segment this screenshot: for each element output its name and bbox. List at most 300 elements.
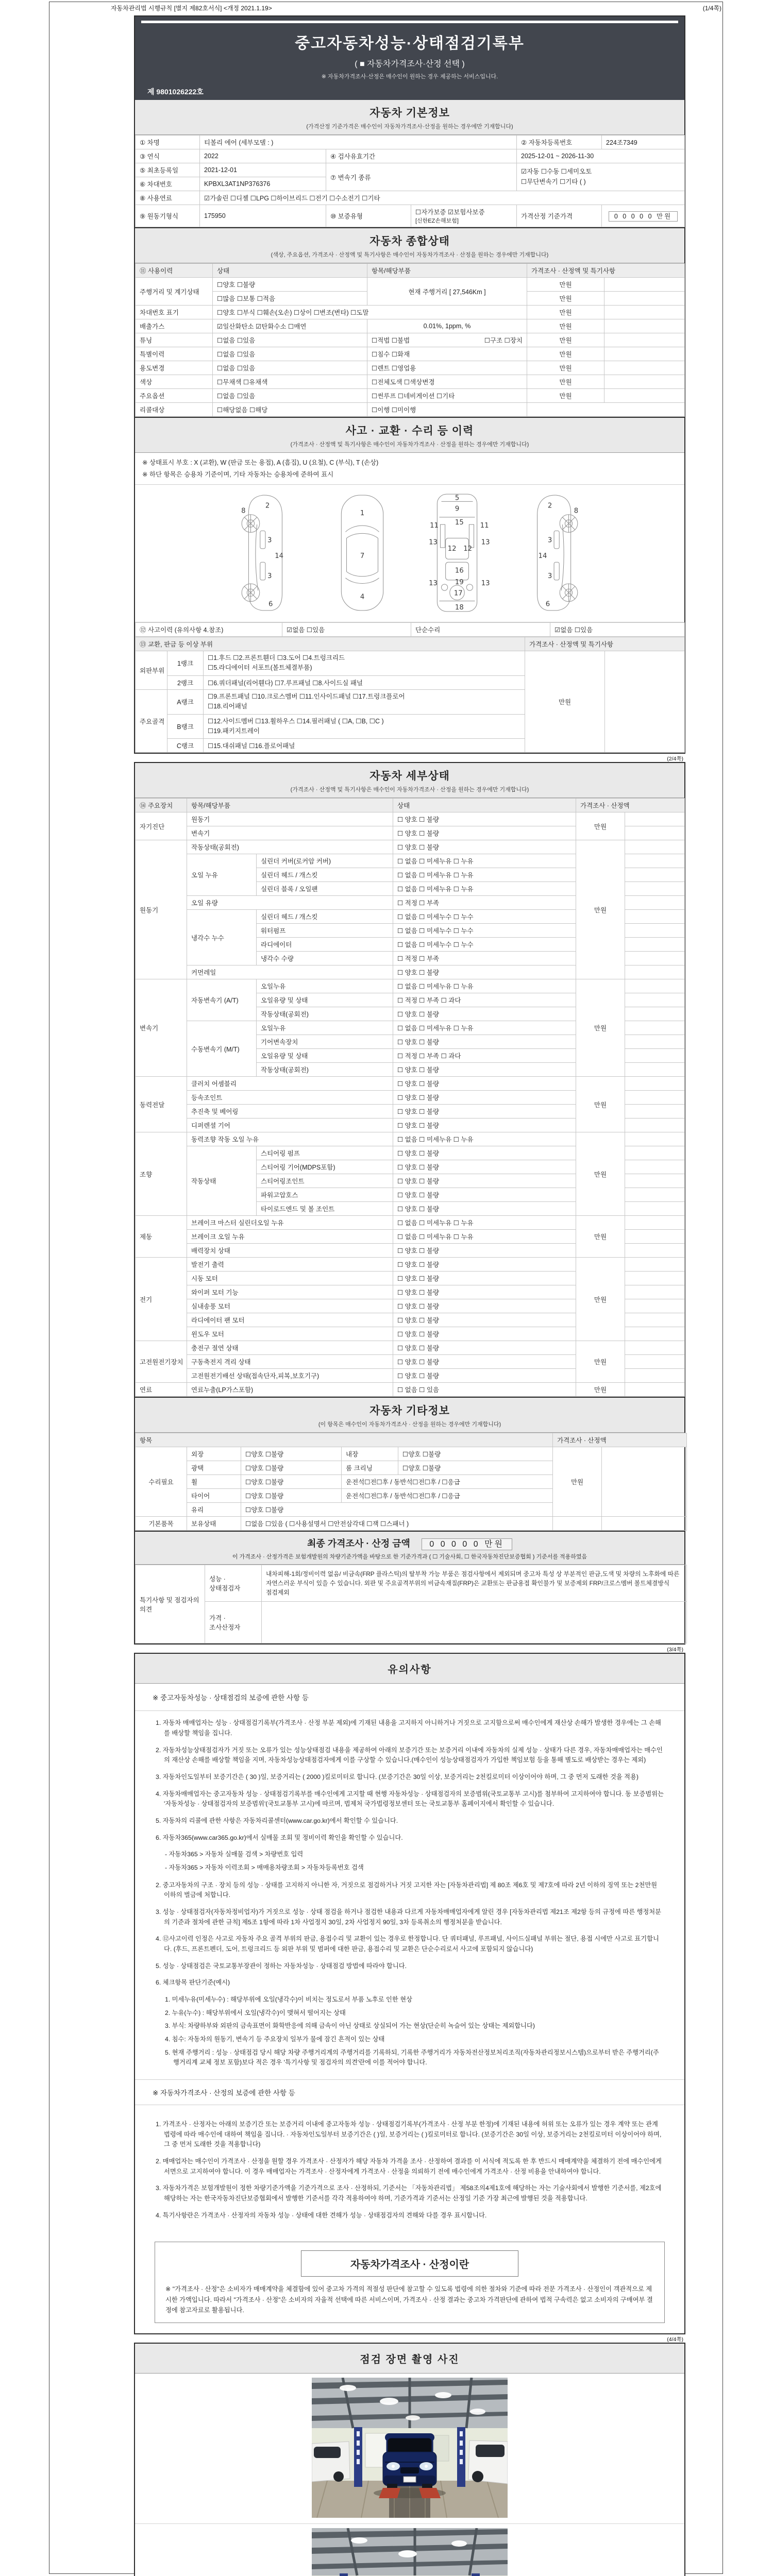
table-row — [136, 1602, 687, 1643]
title-note: ※ 자동차가격조사·산정은 매수인이 원하는 경우 제공하는 서비스입니다. — [321, 74, 498, 80]
checkbox-group[interactable]: ☐양호 ☐불량 — [241, 1489, 342, 1503]
price-survey-select[interactable]: ( ■ 자동차가격조사·산정 선택 ) — [355, 60, 465, 69]
table-row — [136, 333, 685, 347]
panel-rank-table — [135, 637, 685, 753]
col-price: 가격조사 · 산정액 — [576, 799, 685, 812]
opinion-table — [135, 1565, 687, 1643]
checkbox-group[interactable]: ☐ 없음 ☐ 미세누유 ☐ 누유 — [393, 868, 576, 882]
item-label: 오일 유량 — [187, 896, 393, 910]
table-row — [136, 347, 685, 361]
simple-repair-checkbox-group[interactable]: ☑없음 ☐있음 — [550, 623, 685, 637]
checkbox-group[interactable]: ☐ 양호 ☐ 불량 — [393, 1355, 576, 1369]
checkbox-group[interactable]: ☐ 양호 ☐ 불량 — [393, 812, 576, 826]
checkbox-group[interactable]: ☐ 양호 ☐ 불량 — [393, 1077, 576, 1091]
checkbox-group[interactable]: ☐양호 ☐불량 — [398, 1461, 553, 1475]
checkbox-group[interactable]: ☐ 양호 ☐ 불량 — [393, 1244, 576, 1258]
rank1-items-1[interactable]: ☐1.후드 ☐2.프론트휀더 ☐3.도어 ☐4.트렁크리드 — [208, 654, 345, 662]
note-cell — [625, 840, 685, 854]
item-label: 오일유량 및 상태 — [257, 993, 393, 1007]
field-label: ⑩ 보증유형 — [326, 205, 411, 227]
table-row — [136, 191, 685, 205]
checkbox-group[interactable]: ☐ 적정 ☐ 부족 — [393, 896, 576, 910]
item-label: 윈도우 모터 — [187, 1327, 393, 1341]
panel-number: 12 — [463, 545, 473, 553]
table-row — [136, 1517, 687, 1531]
note-cell — [604, 292, 685, 306]
item-label: 오일누유 — [257, 979, 393, 993]
price-cell: 만원 — [576, 840, 625, 979]
col-item-part: 항목/해당부품 — [187, 799, 393, 812]
table-row — [136, 623, 685, 637]
tuning-legal-options[interactable]: ☐적법 ☐불법 — [372, 337, 410, 344]
note-cell — [604, 375, 685, 389]
car-side-left-diagram — [229, 490, 306, 616]
checkbox-group[interactable]: ☐ 없음 ☐ 미세누수 ☐ 누수 — [393, 924, 576, 938]
checkbox-group[interactable]: ☐ 없음 ☐ 미세누유 ☐ 누유 — [393, 979, 576, 993]
checkbox-group[interactable]: ☐ 적정 ☐ 부족 ☐ 과다 — [393, 993, 576, 1007]
detail-row — [136, 1383, 685, 1397]
rank-label: 1랭크 — [167, 651, 204, 676]
fuel-checkbox-group[interactable]: ☑가솔린 ☐디젤 ☐LPG ☐하이브리드 ☐전기 ☐수소전기 ☐기타 — [200, 191, 685, 205]
notice-item: 2. 매매업자는 매수인이 가격조사 · 산정을 원할 경우 가격조사 · 산정자가 해당 자동차 가격을 조사 · 산정하여 결과를 이 서식에 적도록 한 후 반드시 매매계약을 체결하기 전에 매수인에게 서면으로 고지하여야 합니다. 이 경우 매매업자는 가격조사 · 산정자에게 가격조사 · 산정을 의뢰하기 전에 매수인에게 가격조사 · 산정 비용을 안내하여야 합니다. — [156, 2158, 662, 2175]
notice-item: 5. 자동차의 리콜에 관한 사항은 자동차리콜센터(www.car.go.kr)에서 확인할 수 있습니다. — [156, 1817, 398, 1824]
checkbox-group[interactable]: ☐ 양호 ☐ 불량 — [393, 1299, 576, 1313]
accident-history-label: ⑫ 사고이력 (유의사항 4.참조) — [136, 623, 282, 637]
checkbox-group[interactable]: ☐ 양호 ☐ 불량 — [393, 1313, 576, 1327]
row-label: 특별이력 — [136, 347, 213, 361]
notice-item: 3. 성능 · 상태점검자(자동차정비업자)가 거짓으로 성능 · 상태 점검을 하거나 점검한 내용과 다르게 자동차매매업자에게 알린 경우 [자동차관리법 제21조 제2항 등의 규정에 따른 행정처분의 기준과 절차에 관한 규칙] 제5조 1항에 따라 1차 사업정지 30일, 2차 사업정지 90일, 3차 등록취소의 행정처분을 받습니다. — [156, 1908, 662, 1926]
note-cell — [625, 1285, 685, 1299]
basic-items-checkbox-group[interactable]: ☐없음 ☐있음 ( ☐사용설명서 ☐안전삼각대 ☐잭 ☐스패너 ) — [241, 1517, 553, 1531]
car-underbody-diagram — [418, 490, 496, 616]
rankA-items-2[interactable]: ☐18.리어패널 — [208, 703, 247, 710]
device-label: 고전원전기장치 — [136, 1341, 187, 1383]
item-label: 라디에이터 — [257, 938, 393, 952]
note-cell — [625, 1035, 685, 1049]
price-cell: 만원 — [576, 1132, 625, 1216]
row-label: 보유상태 — [187, 1517, 241, 1531]
panel-number: 17 — [453, 589, 463, 598]
item-label: 고전원전기배선 상태(접속단자,피복,보호기구) — [187, 1369, 393, 1383]
note-cell — [625, 1049, 685, 1063]
device-label: 동력전달 — [136, 1077, 187, 1132]
item-label: 실린더 블록 / 오일팬 — [257, 882, 393, 896]
checkbox-group[interactable]: ☐ 없음 ☐ 미세누유 ☐ 누유 — [393, 854, 576, 868]
note-cell — [625, 965, 685, 979]
checkbox-group[interactable] — [204, 651, 525, 676]
checkbox-group[interactable]: ☐15.대쉬패널 ☐16.플로어패널 — [204, 739, 525, 753]
notice-subitem: 5. 현재 주행거리 : 성능 · 상태점검 당시 해당 차량 주행거리계의 주행거리를 기록하되, 기록한 주행거리가 자동차전산정보처리조직(자동차관리정보시스템)으로부터 받은 주행거리(주행거리계 교체 정보 포함)보다 적은 경우 '특기사항 및 점검자의 의견'란에 이를 적어야 합니다. — [165, 2048, 659, 2066]
detail-title: 자동차 세부상태 — [369, 770, 450, 783]
checkbox-group[interactable]: ☐양호 ☐불량 — [241, 1503, 553, 1517]
checkbox-group[interactable]: ☐ 양호 ☐ 불량 — [393, 1285, 576, 1299]
note-cell — [604, 306, 685, 319]
note-cell — [604, 333, 685, 347]
rankA-items-1[interactable]: ☐9.프론트패널 ☐10.크로스멤버 ☐11.인사이드패널 ☐17.트렁크플로어 — [208, 692, 405, 700]
checkbox-group[interactable]: ☐ 적정 ☐ 부족 ☐ 과다 — [393, 1049, 576, 1063]
note-cell — [625, 924, 685, 938]
accident-checkbox-group[interactable]: ☑없음 ☐있음 — [282, 623, 411, 637]
note-cell — [625, 1160, 685, 1174]
note-cell — [625, 1118, 685, 1132]
base-price-digits: 0 0 0 0 0 만원 — [609, 211, 678, 222]
notice-section1-title: ※ 중고자동차성능 · 상태점검의 보증에 관한 사항 등 — [135, 1684, 684, 1711]
note-cell — [602, 1517, 687, 1531]
panel-number: 6 — [268, 600, 273, 608]
rank1-items-2[interactable]: ☐5.라디에이터 서포트(볼트체결부품) — [208, 664, 312, 672]
tire-position-checkbox-group[interactable]: 운전석☐전☐후 / 동반석☐전☐후 / ☐응급 — [342, 1489, 553, 1503]
note-cell — [625, 1244, 685, 1258]
checkbox-group[interactable]: ☐양호 ☐부식 ☐훼손(오손) ☐상이 ☐변조(변타) ☐도말 — [213, 306, 527, 319]
checkbox-group[interactable]: ☐ 없음 ☐ 미세누유 ☐ 누유 — [393, 1230, 576, 1244]
price-cell: 만원 — [576, 1341, 625, 1383]
price-survey-definition-title: 자동차가격조사 · 산정이란 — [301, 2250, 518, 2277]
col-item: 항목/해당부품 — [367, 264, 527, 278]
item-label: 작동상태(공회전) — [257, 1007, 393, 1021]
checkbox-group[interactable]: ☐6.쿼더패널(리어휀다) ☐7.루프패널 ☐8.사이드실 패널 — [204, 675, 525, 689]
rankB-items-2[interactable]: ☐19.패키지트레이 — [208, 727, 260, 735]
detail-row — [136, 812, 685, 826]
checkbox-group[interactable]: ☐ 양호 ☐ 불량 — [393, 1035, 576, 1049]
note-cell — [625, 1258, 685, 1272]
checkbox-group[interactable]: ☐양호 ☐불량 — [241, 1475, 342, 1489]
report-document — [134, 15, 685, 2576]
device-label: 조향 — [136, 1132, 187, 1216]
car-damage-diagram — [135, 485, 684, 622]
note-cell — [625, 1299, 685, 1313]
checkbox-group[interactable]: ☐ 양호 ☐ 불량 — [393, 1202, 576, 1216]
notice-item: 6. 체크항목 판단기준(예시) — [156, 1979, 230, 1987]
row-label: 유리 — [187, 1503, 241, 1517]
checkbox-group[interactable]: ☐양호 ☐불량 — [213, 278, 367, 292]
checkbox-group[interactable]: ☐많음 ☐보통 ☐적음 — [213, 292, 367, 306]
comprehensive-subtitle: (색상, 주요옵션, 가격조사 · 산정액 및 특기사항은 매수인이 자동차가격조사 · 산정을 원하는 경우에만 기재합니다) — [271, 252, 549, 258]
checkbox-group[interactable]: ☐ 양호 ☐ 불량 — [393, 1146, 576, 1160]
price-survey-definition-box — [155, 2242, 665, 2323]
checkbox-group[interactable]: ☐ 양호 ☐ 불량 — [393, 965, 576, 979]
note-cell — [625, 1174, 685, 1188]
note-cell — [604, 347, 685, 361]
checkbox-group[interactable]: ☐ 양호 ☐ 불량 — [393, 1341, 576, 1355]
panel-number: 14 — [275, 552, 284, 561]
checkbox-group[interactable] — [367, 333, 527, 347]
note-cell — [625, 1341, 685, 1355]
table-header-row — [136, 637, 685, 651]
table-row — [136, 149, 685, 163]
legend-note: ※ 하단 항목은 승용차 기준이며, 기타 자동차는 승용차에 준하여 표시 — [142, 470, 334, 478]
document-number: 제 9801026222호 — [147, 88, 204, 96]
transmission-options-2[interactable]: ☐무단변속기 ☐기타 ( ) — [521, 178, 586, 185]
item-label: 커먼레일 — [187, 965, 393, 979]
car-top-diagram — [324, 490, 401, 616]
item-label: 실린더 헤드 / 개스킷 — [257, 910, 393, 924]
detail-header — [135, 763, 684, 798]
checkbox-group[interactable]: ☐ 없음 ☐ 미세누수 ☐ 누수 — [393, 910, 576, 924]
row-label: 내장 — [342, 1447, 398, 1461]
col-price: 가격조사 · 산정액 — [553, 1433, 687, 1447]
checkbox-group[interactable]: ☐ 없음 ☐ 미세누유 ☐ 누유 — [393, 1021, 576, 1035]
photo-rear-wrap — [135, 2524, 684, 2576]
notice-subitem: 3. 부식: 차량하부와 외판의 금속표면이 화학반응에 의해 금속이 아닌 상태로 상실되어 가는 현상(단순히 녹슬어 있는 상태는 제외합니다) — [165, 2022, 535, 2030]
page-marker-1: (1/4쪽) — [702, 5, 721, 12]
panel-number: 13 — [429, 580, 438, 588]
device-label: 변속기 — [136, 979, 187, 1077]
item-label: 클러치 어셈블리 — [187, 1077, 393, 1091]
panel-number: 1 — [360, 509, 365, 517]
price-cell: 만원 — [527, 306, 604, 319]
notice-block — [134, 1653, 685, 2334]
note-cell — [625, 868, 685, 882]
notice-item: 4. 특기사항란은 가격조사 · 산정자의 자동차 성능 · 상태에 대한 견해가 성능 · 상태점검자의 견해와 다를 경우 표시합니다. — [156, 2211, 487, 2219]
checkbox-group[interactable]: ☐ 양호 ☐ 불량 — [393, 1272, 576, 1285]
tuning-type-options[interactable]: ☐구조 ☐장치 — [484, 337, 523, 344]
inspector-label: 성능 · 상태점검자 — [205, 1565, 262, 1602]
note-cell — [625, 938, 685, 952]
note-cell — [605, 651, 685, 753]
device-label: 제동 — [136, 1216, 187, 1258]
basic-info-subtitle: (가격산정 기준가격은 매수인이 자동차가격조사·산정을 원하는 경우에만 기재합니다) — [306, 124, 513, 130]
checkbox-group[interactable] — [204, 689, 525, 714]
item-label: 스티어링조인트 — [257, 1174, 393, 1188]
item-label: 실내송풍 모터 — [187, 1299, 393, 1313]
price-cell: 만원 — [527, 319, 604, 333]
item-group-label: 냉각수 누수 — [187, 910, 257, 965]
item-group-label: 작동상태 — [187, 1146, 257, 1216]
panel-number: 8 — [574, 507, 579, 515]
note-cell — [625, 1132, 685, 1146]
note-cell — [625, 1313, 685, 1327]
checkbox-group[interactable]: ☐양호 ☐불량 — [241, 1447, 342, 1461]
checkbox-group[interactable]: ☐없음 ☐있음 — [213, 389, 367, 403]
note-cell — [625, 1369, 685, 1383]
col-item: 항목 — [136, 1433, 553, 1447]
outer-panel-label: 외판부위 — [136, 651, 167, 690]
etc-table — [135, 1433, 687, 1531]
price-cell: 만원 — [527, 375, 604, 389]
note-cell — [625, 1188, 685, 1202]
status-legend — [135, 453, 684, 485]
model-year-value: 2022 — [200, 149, 326, 163]
wheel-position-checkbox-group[interactable]: 운전석☐전☐후 / 동반석☐전☐후 / ☐응급 — [342, 1475, 553, 1489]
checkbox-group[interactable]: ☐ 없음 ☐ 있음 — [393, 1383, 576, 1397]
checkbox-group[interactable]: ☑일산화탄소 ☑탄화수소 ☐매연 — [213, 319, 367, 333]
checkbox-group[interactable]: ☐ 양호 ☐ 불량 — [393, 840, 576, 854]
table-row — [136, 1447, 687, 1461]
field-label: 가격산정 기준가격 — [517, 205, 602, 227]
checkbox-group[interactable]: ☐렌트 ☐영업용 — [367, 361, 527, 375]
top-line — [111, 4, 721, 12]
checkbox-group[interactable]: ☐ 양호 ☐ 불량 — [393, 826, 576, 840]
checkbox-group[interactable]: ☐ 양호 ☐ 불량 — [393, 1007, 576, 1021]
row-label: 룸 크리닝 — [342, 1461, 398, 1475]
checkbox-group[interactable]: ☐양호 ☐불량 — [241, 1461, 342, 1475]
notice-section3-title: ※ 자동차가격조사 · 산정의 보증에 관한 사항 등 — [135, 2079, 684, 2105]
item-label: 동력조향 작동 오일 누유 — [187, 1132, 393, 1146]
checkbox-group[interactable]: ☐ 양호 ☐ 불량 — [393, 1174, 576, 1188]
table-header-row — [136, 264, 685, 278]
note-cell — [625, 1202, 685, 1216]
detail-row — [136, 1341, 685, 1355]
transmission-checkbox-group[interactable] — [517, 163, 685, 191]
notice-subitem: 4. 침수: 자동차의 원동기, 변속기 등 주요장치 일부가 물에 잠긴 흔적이 있는 상태 — [165, 2036, 385, 2043]
checkbox-group[interactable]: ☐ 없음 ☐ 미세누유 ☐ 누유 — [393, 1216, 576, 1230]
vin-value: KPBXL3AT1NP376376 — [200, 177, 326, 191]
note-cell — [625, 896, 685, 910]
item-label: 브레이크 마스터 실린더오일 누유 — [187, 1216, 393, 1230]
simple-repair-label: 단순수리 — [411, 623, 550, 637]
notice-subitem: - 자동차365 > 자동차 실매물 검색 > 차량번호 입력 — [165, 1851, 304, 1858]
panel-number: 19 — [455, 579, 464, 586]
first-reg-date-value: 2021-12-01 — [200, 163, 326, 177]
notice-item: 3. 자동차가격은 보험개발원이 정한 차량기준가액을 기준가격으로 조사 · 산정하되, 기준서는 「자동차관리법」 제58조의4제1호에 해당하는 자는 기술사회에서 발행한 기준서를, 제2호에 해당하는 자는 한국자동차진단보증협회에서 발행한 기준서를 각각 적용하여야 하며, 기준가격과 기준서는 산정일 기준 가장 최근에 발행된 것을 적용합니다. — [156, 2184, 662, 2202]
checkbox-group[interactable]: ☐ 양호 ☐ 불량 — [393, 1091, 576, 1105]
table-row — [136, 163, 685, 177]
panel-number: 18 — [455, 603, 464, 612]
warranty-checkbox-group[interactable] — [411, 205, 517, 227]
page2-block — [134, 762, 685, 1645]
detail-row — [136, 1216, 685, 1230]
etc-header — [135, 1397, 684, 1433]
etc-title: 자동차 기타정보 — [369, 1405, 450, 1417]
table-row — [136, 651, 685, 676]
col-usage-history: ⑪ 사용이력 — [136, 264, 213, 278]
note-cell — [625, 1383, 685, 1397]
note-cell — [625, 1146, 685, 1160]
item-label: 구동축전지 격리 상태 — [187, 1355, 393, 1369]
checkbox-group[interactable]: ☐ 양호 ☐ 불량 — [393, 1369, 576, 1383]
table-row — [136, 306, 685, 319]
notice-item: 5. 성능 · 상태점검은 국토교통부장관이 정하는 자동차성능 · 상태점검 방법에 따라야 합니다. — [156, 1962, 407, 1970]
checkbox-group[interactable]: ☐ 양호 ☐ 불량 — [393, 1118, 576, 1132]
panel-number: 11 — [480, 522, 489, 530]
checkbox-group[interactable] — [204, 714, 525, 739]
rankB-items-1[interactable]: ☐12.사이드멤버 ☐13.휠하우스 ☐14.필러패널 ( ☐A, ☐B, ☐C ) — [208, 717, 384, 725]
device-label: 전기 — [136, 1258, 187, 1341]
col-price-note: 가격조사 · 산정액 및 특기사항 — [527, 264, 685, 278]
basic-info-table — [135, 135, 685, 227]
table-row — [136, 205, 685, 227]
item-group-label: 자동변속기 (A/T) — [187, 979, 257, 1021]
checkbox-group[interactable]: ☐ 양호 ☐ 불량 — [393, 1063, 576, 1077]
checkbox-group[interactable]: ☐ 없음 ☐ 미세누유 ☐ 누유 — [393, 882, 576, 896]
checkbox-group[interactable]: ☐침수 ☐화재 — [367, 347, 527, 361]
warranty-options[interactable]: ☐자가보증 ☑보험사보증 — [415, 209, 485, 216]
detail-row — [136, 1077, 685, 1091]
page1-block — [134, 15, 685, 754]
checkbox-group[interactable]: ☐전체도색 ☐색상변경 — [367, 375, 527, 389]
row-label: 광택 — [187, 1461, 241, 1475]
row-label: 휠 — [187, 1475, 241, 1489]
item-label: 오일유량 및 상태 — [257, 1049, 393, 1063]
item-label: 브레이크 오일 누유 — [187, 1230, 393, 1244]
checkbox-group[interactable]: ☐ 양호 ☐ 불량 — [393, 1160, 576, 1174]
note-cell — [625, 1230, 685, 1244]
appraiser-label: 가격 · 조사산정자 — [205, 1602, 262, 1643]
field-label: ① 차명 — [136, 135, 200, 149]
final-price-value: 0 0 0 0 0 만원 — [422, 1538, 512, 1550]
notice-section3-body — [135, 2112, 684, 2232]
checkbox-group[interactable]: ☐없음 ☐있음 — [213, 333, 367, 347]
exchange-price-header: 가격조사 · 산정액 및 특기사항 — [525, 637, 685, 651]
device-label: 자기진단 — [136, 812, 187, 840]
note-cell — [625, 1077, 685, 1091]
row-label: 배출가스 — [136, 319, 213, 333]
transmission-options-1[interactable]: ☑자동 ☐수동 ☐세미오토 — [521, 168, 592, 176]
page-marker-3: (3/4쪽) — [667, 1647, 683, 1653]
checkbox-group[interactable]: ☐ 양호 ☐ 불량 — [393, 1258, 576, 1272]
note-cell — [625, 1007, 685, 1021]
item-label: 작동상태(공회전) — [257, 1063, 393, 1077]
checkbox-group[interactable]: ☐무채색 ☐유채색 — [213, 375, 367, 389]
panel-number: 2 — [265, 502, 270, 510]
checkbox-group[interactable]: ☐해당없음 ☐해당 — [213, 403, 367, 417]
checkbox-group[interactable]: ☐없음 ☐있음 — [213, 361, 367, 375]
accident-history-table — [135, 622, 685, 637]
note-cell — [625, 1272, 685, 1285]
item-label: 추진축 및 베어링 — [187, 1105, 393, 1118]
note-cell — [604, 319, 685, 333]
price-cell: 만원 — [576, 1216, 625, 1258]
price-cell: 만원 — [576, 812, 625, 840]
price-cell: 만원 — [527, 361, 604, 375]
note-cell — [625, 1355, 685, 1369]
panel-number: 9 — [455, 505, 460, 513]
table-row — [136, 278, 685, 292]
detail-subtitle: (가격조사 · 산정액 및 특기사항은 매수인이 자동차가격조사 · 산정을 원하는 경우에만 기재합니다) — [290, 787, 529, 793]
note-cell — [625, 952, 685, 965]
col-state: 상태 — [393, 799, 576, 812]
checkbox-group[interactable]: ☐썬루프 ☐네비게이션 ☐기타 — [367, 389, 527, 403]
note-cell — [625, 1216, 685, 1230]
checkbox-group[interactable]: ☐ 양호 ☐ 불량 — [393, 1188, 576, 1202]
legend-codes: ※ 상태표시 부호 : X (교환), W (판금 또는 용접), A (흠집), U (요철), C (부식), T (손상) — [142, 459, 379, 466]
table-row — [136, 403, 685, 417]
item-label: 충전구 절연 상태 — [187, 1341, 393, 1355]
notice-section1-body — [135, 1711, 684, 2076]
notice-item: 2. 자동차성능상태점검자가 거짓 또는 오류가 있는 성능상태점검 내용을 제공하여 아래의 보증기간 또는 보증거리 이내에 자동차의 실제 성능 · 상태가 다른 경우, 자동차매매업자는 매수인의 재산상 손해를 배상할 책임을 지며, 자동차성능상태점검자에게 이를 구상할 수 있습니다.(매수인이 성능상태점검자가 가입한 책임보험 등을 통해 별도로 배상받는 경우는 제외) — [156, 1746, 663, 1764]
panel-number: 2 — [547, 502, 552, 510]
checkbox-group[interactable]: ☐ 양호 ☐ 불량 — [393, 1105, 576, 1118]
checkbox-group[interactable]: ☐ 없음 ☐ 미세누유 ☐ 누유 — [393, 1132, 576, 1146]
basic-items-label: 기본품목 — [136, 1517, 187, 1531]
title-box — [135, 16, 684, 100]
checkbox-group[interactable]: ☐없음 ☐있음 — [213, 347, 367, 361]
item-label: 라디에이터 팬 모터 — [187, 1313, 393, 1327]
price-cell: 만원 — [553, 1447, 602, 1517]
panel-number: 3 — [267, 572, 272, 580]
field-label: ⑧ 사용연료 — [136, 191, 200, 205]
basic-info-title: 자동차 기본정보 — [369, 107, 450, 119]
note-cell — [625, 1063, 685, 1077]
item-label: 타이로드엔드 및 볼 조인트 — [257, 1202, 393, 1216]
main-frame-label: 주요골격 — [136, 689, 167, 753]
field-label: ⑤ 최초등록일 — [136, 163, 200, 177]
notice-item: 6. 자동차365(www.car365.go.kr)에서 실매물 조회 및 정비이력 확인을 확인할 수 있습니다. — [156, 1834, 403, 1841]
notice-item: 2. 중고자동차의 구조 · 장치 등의 성능 · 상태를 고지하지 아니한 자, 거짓으로 점검하거나 거짓 고지한 자는 [자동차관리법] 제 80조 제6호 및 제7호에 따라 2년 이하의 징역 또는 2천만원 이하의 벌금에 처합니다. — [156, 1881, 658, 1899]
checkbox-group[interactable]: ☐양호 ☐불량 — [398, 1447, 553, 1461]
checkbox-group[interactable]: ☐ 없음 ☐ 미세누수 ☐ 누수 — [393, 938, 576, 952]
item-label: 기어변속장치 — [257, 1035, 393, 1049]
price-cell: 만원 — [527, 347, 604, 361]
comprehensive-table — [135, 263, 685, 417]
checkbox-group[interactable]: ☐ 적정 ☐ 부족 — [393, 952, 576, 965]
field-label: ⑥ 차대번호 — [136, 177, 200, 191]
comprehensive-title: 자동차 종합상태 — [369, 235, 450, 247]
checkbox-group[interactable]: ☐ 양호 ☐ 불량 — [393, 1327, 576, 1341]
checkbox-group[interactable]: ☐이행 ☐미이행 — [367, 403, 527, 417]
table-row — [136, 361, 685, 375]
note-cell — [625, 1105, 685, 1118]
